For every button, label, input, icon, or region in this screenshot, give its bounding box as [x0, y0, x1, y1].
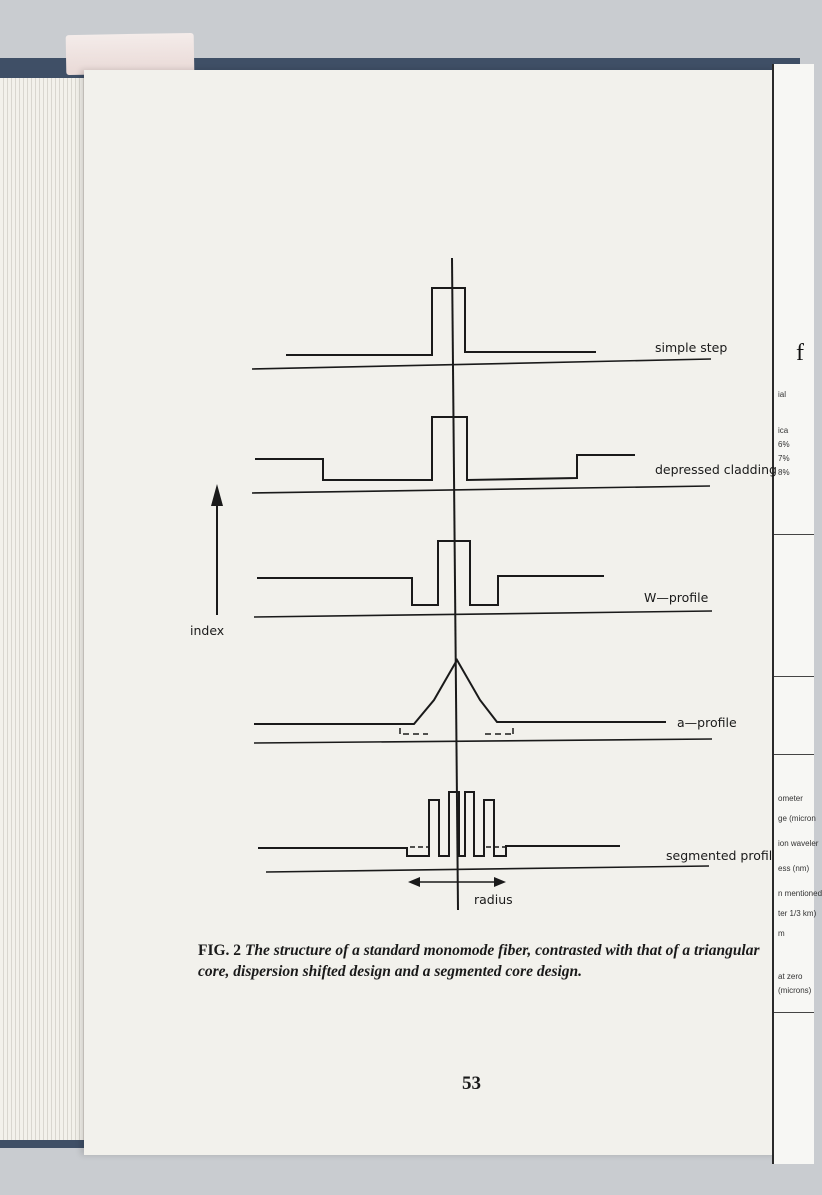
cut-text: ion waveler — [778, 839, 819, 848]
cut-text: ica — [778, 426, 789, 435]
segmented-baseline — [266, 866, 709, 872]
page-number: 53 — [462, 1073, 481, 1094]
caption-label: FIG. 2 — [198, 942, 242, 959]
cut-text: ial — [778, 390, 787, 399]
caption-text: The structure of a standard monomode fiber, contrasted with that of a triangular core, dispersion shifted design and a segmented core design. — [198, 942, 760, 980]
cut-text: 8% — [778, 468, 790, 477]
cut-text: ge (micron — [778, 814, 816, 823]
depressed-cladding-profile — [255, 417, 635, 480]
cut-text: m — [778, 929, 785, 938]
index-axis-label: index — [190, 623, 225, 638]
simple-step-profile — [286, 288, 596, 355]
simple-step-baseline — [252, 359, 711, 369]
cut-text: at zero — [778, 972, 803, 981]
depressed-cladding-label: depressed cladding — [655, 462, 777, 477]
cut-text: (microns) — [778, 986, 812, 995]
segmented-profile — [258, 792, 620, 856]
radius-axis-label: radius — [474, 892, 513, 907]
cut-letter: f — [796, 340, 804, 366]
cut-text: 6% — [778, 440, 790, 449]
w-profile-baseline — [254, 611, 712, 617]
cut-text: ter 1/3 km) — [778, 909, 817, 918]
radius-arrow-left-head — [408, 877, 420, 887]
cut-text: 7% — [778, 454, 790, 463]
cut-text: ess (nm) — [778, 864, 810, 873]
cut-text: ometer — [778, 794, 803, 803]
radius-arrow-right-head — [494, 877, 506, 887]
depressed-cladding-baseline — [252, 486, 710, 493]
w-profile-label: W—profile — [644, 590, 709, 605]
alpha-profile-baseline — [254, 739, 712, 743]
center-axis — [452, 258, 458, 910]
segmented-profile-label: segmented profil — [666, 848, 773, 863]
w-profile — [257, 541, 604, 605]
alpha-profile-label: a—profile — [677, 715, 737, 730]
cut-text: n mentioned — [778, 889, 822, 898]
simple-step-label: simple step — [655, 340, 728, 355]
alpha-profile — [254, 660, 666, 724]
index-arrow-head — [211, 484, 223, 506]
figure-caption — [198, 940, 778, 982]
